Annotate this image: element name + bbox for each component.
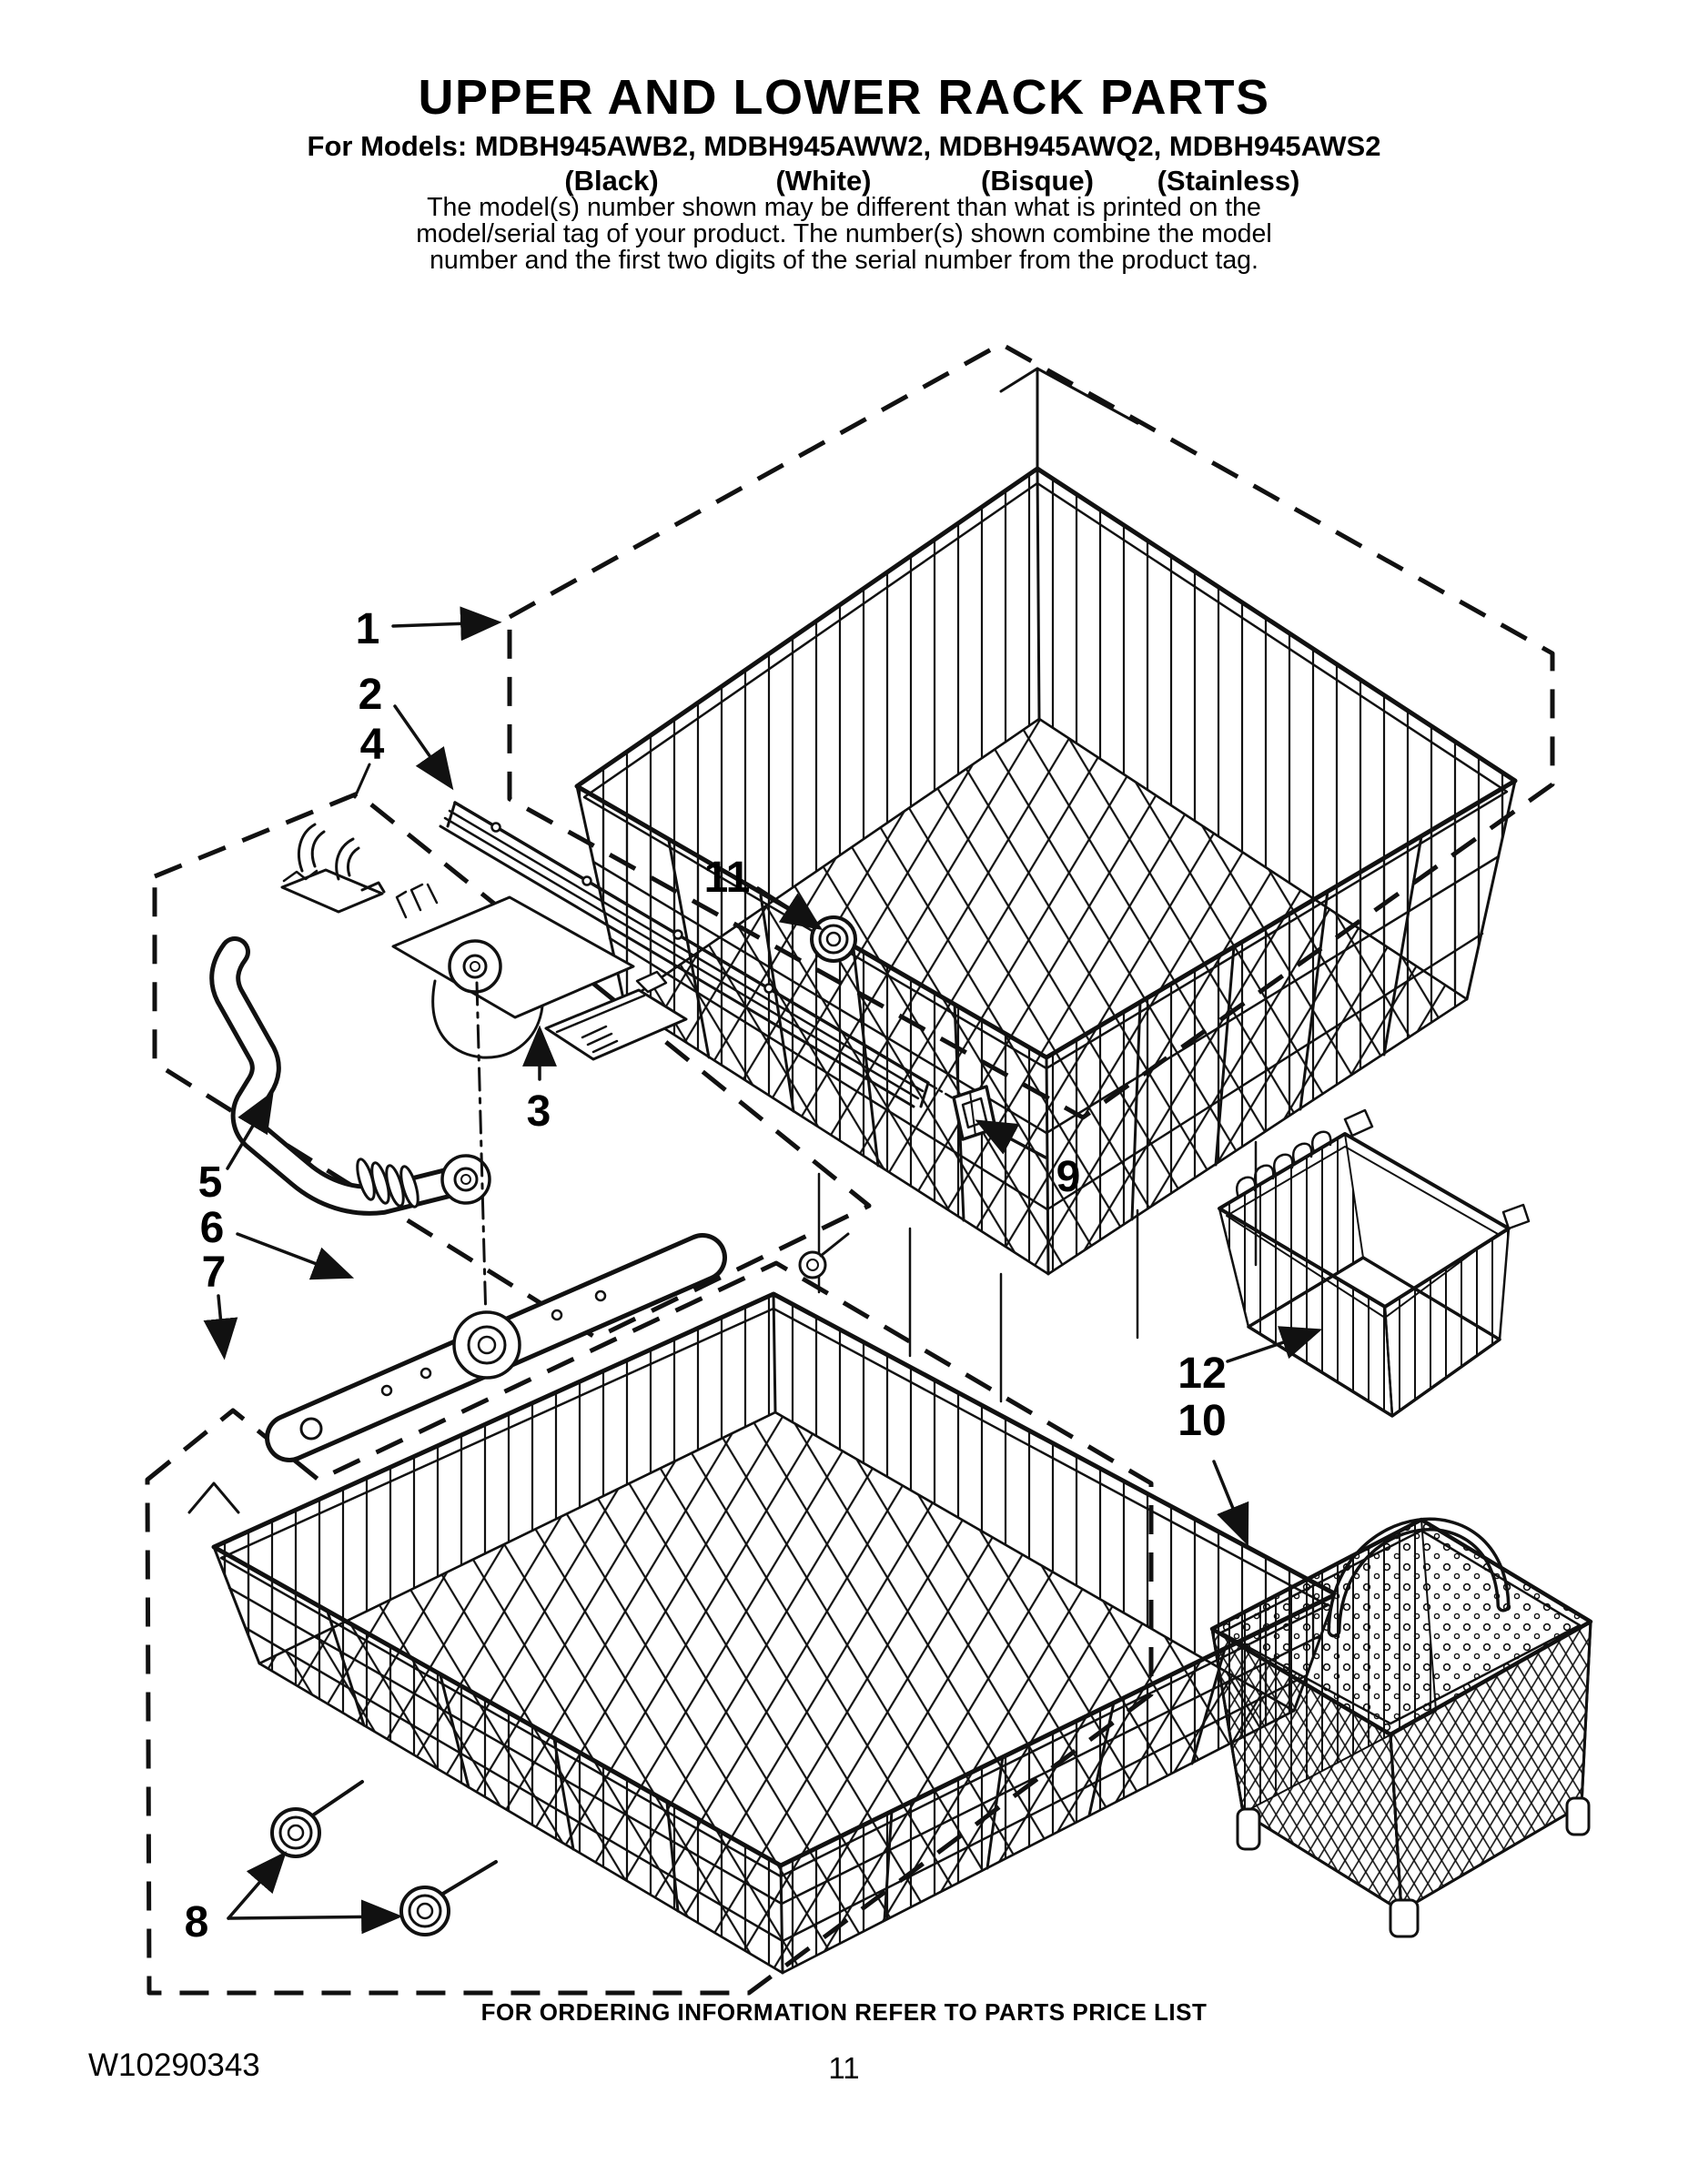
callout-label-9: 9 <box>1056 1153 1081 1201</box>
callout-label-4: 4 <box>359 721 385 769</box>
callout-label-5: 5 <box>197 1158 223 1207</box>
model-color-stainless: (Stainless) <box>1157 165 1300 197</box>
model-color-black: (Black) <box>564 165 659 197</box>
model-color-white: (White) <box>775 165 872 197</box>
rack-roller-illustration <box>812 917 855 961</box>
callout-label-8: 8 <box>184 1898 209 1946</box>
rack-wheel-illustration <box>272 1782 496 1935</box>
note-line: The model(s) number shown may be different than what is printed on the <box>427 193 1261 222</box>
rack-adjuster-clip-illustration <box>282 824 384 912</box>
callout-label-10: 10 <box>1178 1397 1227 1445</box>
callout-label-12: 12 <box>1178 1350 1227 1398</box>
page-number: 11 <box>828 2051 860 2085</box>
callout-label-6: 6 <box>199 1204 225 1252</box>
ordering-info-note: FOR ORDERING INFORMATION REFER TO PARTS PRICE LIST <box>480 1998 1208 2026</box>
small-basket-illustration <box>1219 1110 1529 1416</box>
document-number: W10290343 <box>88 2048 260 2083</box>
callout-label-3: 3 <box>526 1087 551 1136</box>
page-title: UPPER AND LOWER RACK PARTS <box>418 70 1270 125</box>
note-line: model/serial tag of your product. The number(s) shown combine the model <box>416 219 1272 248</box>
note-line: number and the first two digits of the serial number from the product tag. <box>430 246 1258 275</box>
track-clip-illustration <box>954 1087 996 1139</box>
callout-label-7: 7 <box>201 1249 227 1297</box>
callout-label-2: 2 <box>358 671 383 719</box>
callout-label-1: 1 <box>355 605 380 653</box>
callout-label-11: 11 <box>703 854 751 902</box>
models-line: For Models: MDBH945AWB2, MDBH945AWW2, MDBH945AWQ2, MDBH945AWS2 <box>307 130 1381 162</box>
rack-roller-small-illustration <box>800 1234 848 1278</box>
model-color-bisque: (Bisque) <box>981 165 1094 197</box>
